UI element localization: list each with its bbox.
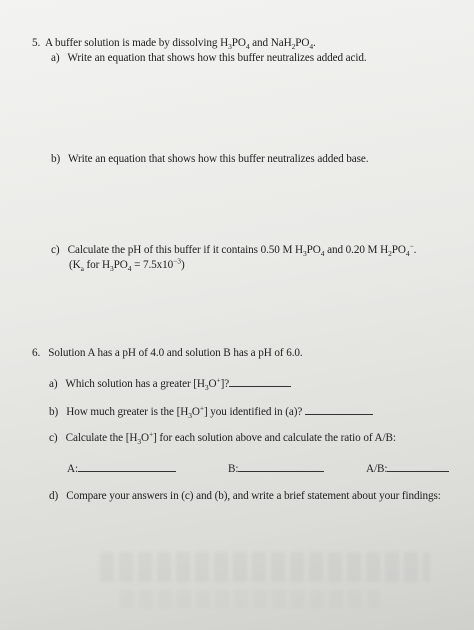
q5-part-c: c) Calculate the pH of this buffer if it contains 0.50 M $H_3PO_4$ and 0.20 M $H_2PO_4^-$. (51, 241, 417, 259)
q6-part-b: b) How much greater is the $[H_3O^+]$ you identified in (a)? (49, 404, 373, 418)
q6-answer-ratio: A/B: (366, 461, 449, 475)
reverse-side-bleedthrough (100, 552, 430, 582)
q6-answer-a: A: (67, 461, 176, 475)
q5-part-a: a) Write an equation that shows how this buffer neutralizes added acid. (51, 52, 367, 64)
q6-part-a: a) Which solution has a greater $[H_3O^+]$? (49, 376, 291, 390)
q6-c-answer-ratio-blank[interactable] (387, 461, 449, 472)
q6-b-answer-blank[interactable] (305, 404, 373, 415)
q6-c-answer-a-blank[interactable] (78, 461, 176, 472)
q6-answer-b: B: (228, 461, 324, 475)
q6-number: 6. (32, 347, 41, 359)
q5-stem: 5. A buffer solution is made by dissolving $H_3PO_4$ and $NaH_2PO_4$. (32, 37, 316, 52)
reverse-side-bleedthrough-lower (120, 590, 380, 608)
q6-c-answer-b-blank[interactable] (238, 461, 324, 472)
q6-part-c: c) Calculate the $[H_3O^+]$ for each solution above and calculate the ratio of A/B: (49, 429, 396, 447)
q6-part-d: d) Compare your answers in (c) and (b), and write a brief statement about your findings: (49, 490, 441, 502)
q5-part-b: b) Write an equation that shows how this buffer neutralizes added base. (51, 153, 369, 165)
q6-a-answer-blank[interactable] (229, 376, 291, 387)
q5-number: 5. (32, 37, 41, 49)
q5-ka-note: ($K_a$ for $H_3PO_4 = 7.5x10^{-3}$) (69, 256, 185, 274)
q6-stem: 6. Solution A has a pH of 4.0 and solution B has a pH of 6.0. (32, 347, 303, 359)
